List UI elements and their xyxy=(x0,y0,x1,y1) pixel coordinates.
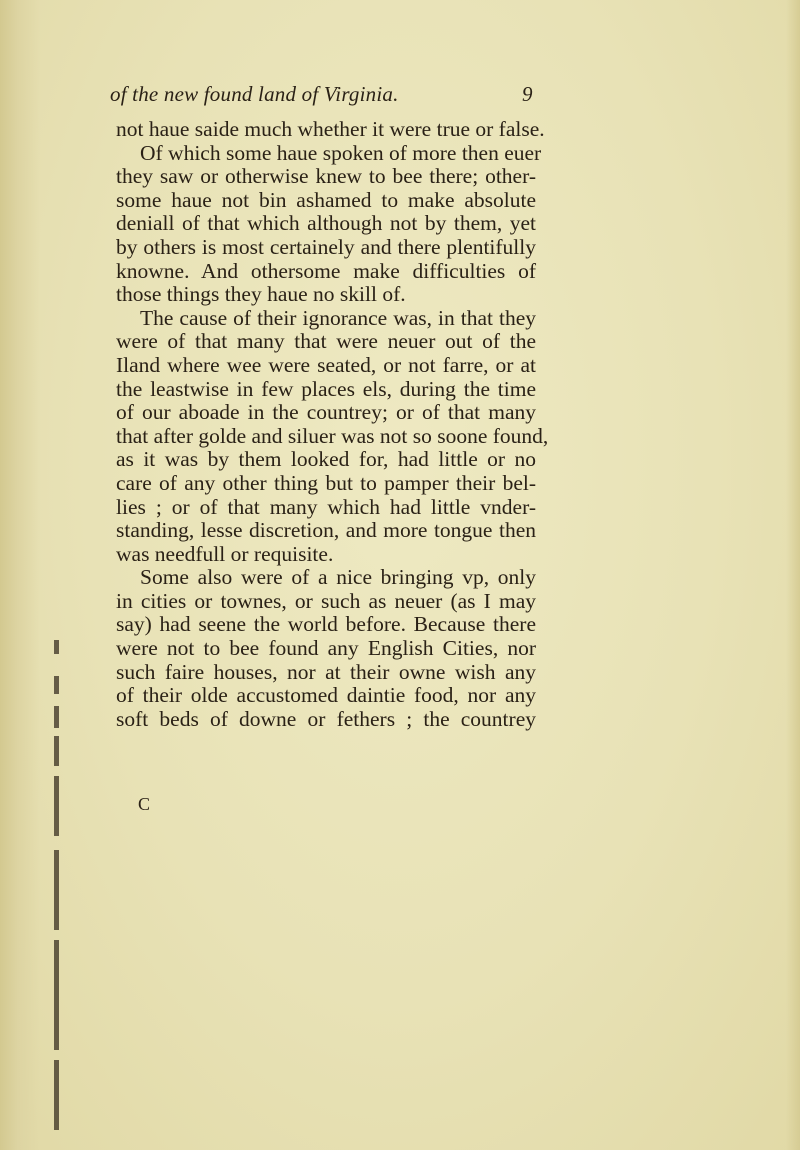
page-edge-shadow xyxy=(786,0,800,1150)
running-head-title: of the new found land of Virginia. xyxy=(110,82,399,106)
text-line: was needfull or requisite. xyxy=(116,541,334,566)
text-line: such faire houses, nor at their owne wish any xyxy=(116,659,536,684)
text-line: that after golde and siluer was not so soone found, xyxy=(116,423,549,448)
text-line: soft beds of downe or fethers ; the countrey xyxy=(116,706,536,731)
text-line: The cause of their ignorance was, in that they xyxy=(140,305,536,330)
page-number: 9 xyxy=(522,82,533,106)
binding-thread-marks xyxy=(54,640,62,1140)
text-line: as it was by them looked for, had little or no xyxy=(116,447,536,472)
text-line: standing, lesse discretion, and more tongue then xyxy=(116,518,536,543)
text-line: were of that many that were neuer out of the xyxy=(116,329,536,354)
text-line: knowne. And othersome make difficulties of xyxy=(116,258,536,283)
text-line: not haue saide much whether it were true or false. xyxy=(116,117,545,141)
text-line: some haue not bin ashamed to make absolute xyxy=(116,187,536,212)
text-line: in cities or townes, or such as neuer (as I may xyxy=(116,588,536,613)
body-text xyxy=(116,117,549,731)
text-line: Some also were of a nice bringing vp, only xyxy=(140,565,536,590)
text-line: say) had seene the world before. Because there xyxy=(116,612,536,637)
page-gutter-shadow xyxy=(0,0,40,1150)
text-line: the leastwise in few places els, during the time xyxy=(116,376,536,401)
text-line: of our aboade in the countrey; or of that many xyxy=(116,400,536,425)
text-line: care of any other thing but to pamper their bel- xyxy=(116,470,536,495)
text-line: those things they haue no skill of. xyxy=(116,282,406,307)
text-line: of their olde accustomed daintie food, nor any xyxy=(116,683,536,708)
text-line: Of which some haue spoken of more then euer xyxy=(140,140,542,165)
text-line: by others is most certainely and there plentifully xyxy=(116,234,536,259)
signature-mark: C xyxy=(138,794,152,814)
text-line: deniall of that which although not by them, yet xyxy=(116,211,536,236)
text-line: were not to bee found any English Cities, nor xyxy=(116,636,536,661)
text-line: they saw or otherwise knew to bee there; other- xyxy=(116,164,536,189)
text-line: Iland where wee were seated, or not farre, or at xyxy=(116,352,536,377)
text-line: lies ; or of that many which had little vnder- xyxy=(116,494,536,519)
